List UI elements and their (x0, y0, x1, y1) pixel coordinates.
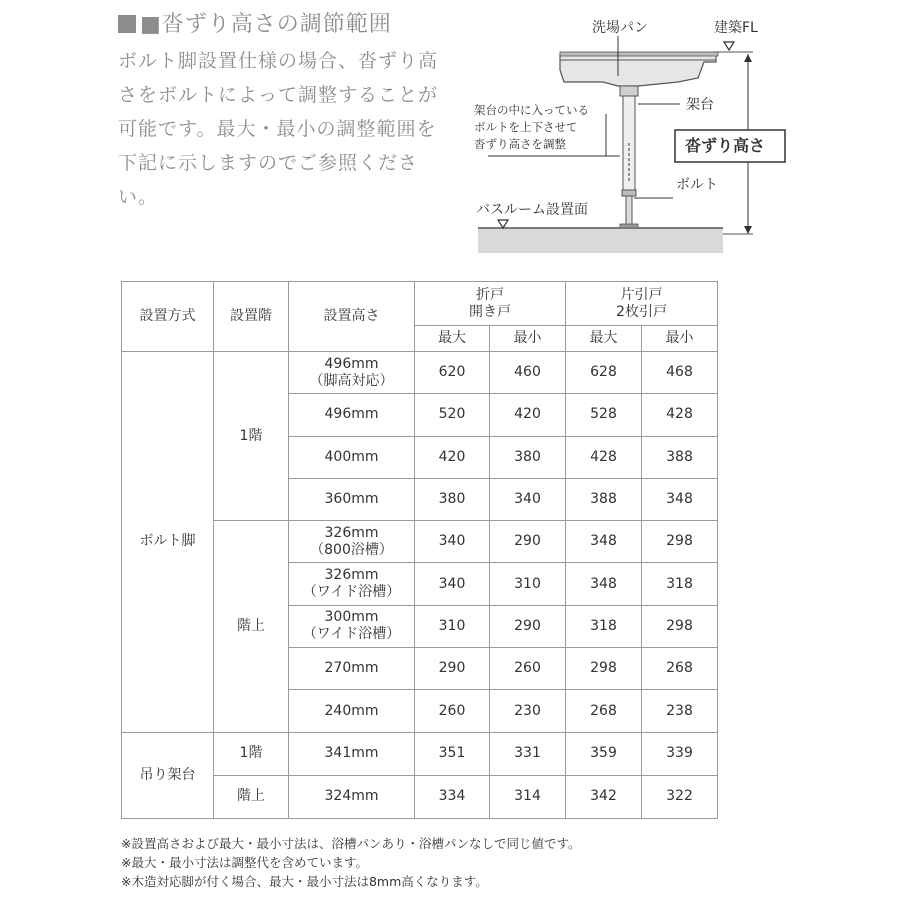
value-cell: 314 (490, 775, 566, 818)
bolt (626, 196, 632, 226)
arrow-down-icon (744, 226, 752, 234)
header-min: 最小 (490, 326, 566, 352)
value-cell: 628 (566, 352, 642, 394)
height-cell: 341mm (289, 732, 415, 775)
value-cell: 380 (490, 436, 566, 478)
fl-triangle-icon (724, 42, 734, 50)
value-cell: 290 (490, 605, 566, 647)
value-cell: 318 (566, 605, 642, 647)
intro-paragraph: ボルト脚設置仕様の場合、沓ずり高さをボルトによって調整することが可能です。最大・最小の調整範囲を下記に示しますのでご参照ください。 (118, 50, 439, 208)
label-building-fl: 建築FL (714, 20, 758, 36)
height-cell: 326mm （ワイド浴槽） (289, 563, 415, 605)
label-note-line1: 架台の中に入っている (474, 103, 589, 117)
value-cell: 520 (415, 394, 490, 436)
label-wash-pan: 洗場パン (592, 20, 648, 36)
height-cell: 270mm (289, 648, 415, 690)
footnote: ※設置高さおよび最大・最小寸法は、浴槽パンあり・浴槽パンなしで同じ値です。 (121, 836, 581, 851)
footnote: ※最大・最小寸法は調整代を含めています。 (121, 855, 368, 870)
value-cell: 528 (566, 394, 642, 436)
label-sill-height: 沓ずり高さ (685, 136, 766, 155)
floor-cell: 1階 (214, 352, 289, 521)
value-cell: 468 (642, 352, 718, 394)
value-cell: 268 (642, 648, 718, 690)
header-max: 最大 (566, 326, 642, 352)
pan-top (560, 52, 718, 56)
floor-cell: 階上 (214, 521, 289, 732)
value-cell: 298 (642, 521, 718, 563)
value-cell: 230 (490, 690, 566, 732)
value-cell: 298 (566, 648, 642, 690)
method-cell: 吊り架台 (122, 732, 214, 818)
value-cell: 348 (642, 478, 718, 520)
square-bullet-icon (118, 15, 136, 33)
value-cell: 388 (566, 478, 642, 520)
value-cell: 298 (642, 605, 718, 647)
value-cell: 310 (415, 605, 490, 647)
frame-head (620, 86, 638, 96)
value-cell: 388 (642, 436, 718, 478)
value-cell: 334 (415, 775, 490, 818)
value-cell: 351 (415, 732, 490, 775)
adjustment-range-table (121, 281, 718, 819)
height-cell: 496mm (289, 394, 415, 436)
footnote: ※木造対応脚が付く場合、最大・最小寸法は8mm高くなります。 (121, 874, 488, 889)
height-cell: 360mm (289, 478, 415, 520)
floor-triangle-icon (498, 220, 508, 228)
value-cell: 428 (566, 436, 642, 478)
header-max: 最大 (415, 326, 490, 352)
value-cell: 268 (566, 690, 642, 732)
label-note-line3: 沓ずり高さを調整 (474, 137, 566, 151)
value-cell: 342 (566, 775, 642, 818)
value-cell: 420 (415, 436, 490, 478)
header-floor: 設置階 (214, 282, 289, 352)
label-bolt: ボルト (676, 177, 718, 193)
value-cell: 290 (415, 648, 490, 690)
header-min: 最小 (642, 326, 718, 352)
header-sliding-door: 片引戸 2枚引戸 (566, 282, 718, 326)
method-cell: ボルト脚 (122, 352, 214, 733)
value-cell: 339 (642, 732, 718, 775)
value-cell: 260 (415, 690, 490, 732)
section-heading (118, 10, 458, 40)
height-cell: 400mm (289, 436, 415, 478)
height-cell: 300mm （ワイド浴槽） (289, 605, 415, 647)
bolt-nut (622, 190, 636, 196)
value-cell: 420 (490, 394, 566, 436)
value-cell: 460 (490, 352, 566, 394)
value-cell: 290 (490, 521, 566, 563)
table-row (122, 352, 718, 394)
footnotes (121, 834, 821, 891)
section-heading-text: ■沓ずり高さの調節範囲 (140, 12, 392, 37)
value-cell: 428 (642, 394, 718, 436)
value-cell: 348 (566, 563, 642, 605)
height-cell: 326mm （800浴槽） (289, 521, 415, 563)
arrow-up-icon (744, 54, 752, 62)
label-bathroom-floor: バスルーム設置面 (476, 202, 588, 218)
floor-cell: 1階 (214, 732, 289, 775)
value-cell: 340 (415, 563, 490, 605)
table-row (122, 732, 718, 775)
header-method: 設置方式 (122, 282, 214, 352)
value-cell: 340 (490, 478, 566, 520)
bolt-foot (620, 224, 638, 228)
header-folding-door: 折戸 開き戸 (415, 282, 566, 326)
value-cell: 359 (566, 732, 642, 775)
value-cell: 340 (415, 521, 490, 563)
label-frame: 架台 (686, 97, 714, 113)
height-cell: 496mm （脚高対応） (289, 352, 415, 394)
value-cell: 310 (490, 563, 566, 605)
value-cell: 348 (566, 521, 642, 563)
value-cell: 380 (415, 478, 490, 520)
value-cell: 260 (490, 648, 566, 690)
value-cell: 322 (642, 775, 718, 818)
floor-cell: 階上 (214, 775, 289, 818)
value-cell: 318 (642, 563, 718, 605)
label-note-line2: ボルトを上下させて (474, 120, 578, 134)
floor-surface (478, 228, 723, 253)
height-cell: 240mm (289, 690, 415, 732)
value-cell: 331 (490, 732, 566, 775)
height-cell: 324mm (289, 775, 415, 818)
header-height: 設置高さ (289, 282, 415, 352)
table-header-row (122, 282, 718, 326)
value-cell: 238 (642, 690, 718, 732)
value-cell: 620 (415, 352, 490, 394)
installation-diagram (468, 8, 788, 253)
